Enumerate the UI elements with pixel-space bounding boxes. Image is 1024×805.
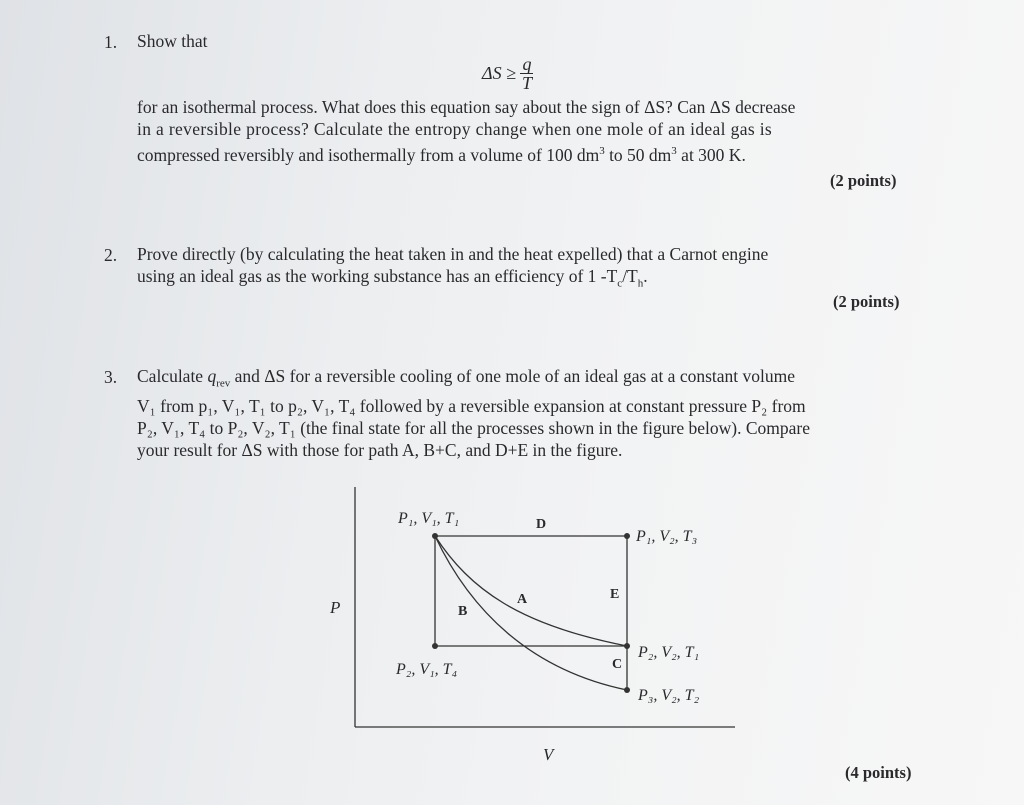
point-p1-v1-t1 [432, 533, 438, 539]
q3-number: 3. [104, 367, 118, 387]
path-label-d: D [536, 517, 547, 532]
q2-line-2a: using an ideal gas as the working substance has an efficiency of 1 -T [137, 266, 618, 286]
q1-line-3c: at 300 K. [676, 144, 746, 165]
q1-number: 1. [104, 32, 118, 52]
q2-sub-c: c [617, 277, 623, 290]
q3-line-1a: Calculate [137, 366, 208, 386]
label-p1-v2-t3: P₁, V₂, T₃ [636, 528, 698, 545]
axis-label-v: V [543, 745, 554, 764]
q1-line-1: for an isothermal process. What does this equation say about the sign of ΔS? Can ΔS decrease [137, 97, 796, 117]
q1-line-3a: compressed reversibly and isothermally from a volume of 100 dm [137, 144, 600, 165]
q2-number: 2. [104, 245, 118, 265]
q1-sup-1: 3 [599, 145, 605, 157]
q1-line-3b: to 50 dm [604, 144, 672, 165]
path-label-c: C [612, 657, 623, 672]
point-p2-v1-t4 [432, 643, 438, 649]
path-label-a: A [517, 592, 528, 607]
label-p2-v1-t4: P₂, V₁, T₄ [396, 661, 458, 678]
q2-line-2b: . [643, 266, 648, 286]
q2-line-1: Prove directly (by calculating the heat taken in and the heat expelled) that a Carnot engine [137, 244, 769, 264]
q1-line-2: in a reversible process? Calculate the entropy change when one mole of an ideal gas is [137, 119, 773, 139]
q3-line-2: V₁ from p₁, V₁, T₁ to p₂, V₁, T₄ followed by a reversible expansion at constant pressure P₂ from [137, 395, 806, 416]
point-p3-v2-t2 [624, 687, 630, 693]
label-p1-v1-t1: P₁, V₁, T₁ [398, 510, 460, 527]
path-a-curve [435, 536, 627, 646]
q1-sup-2: 3 [671, 145, 677, 157]
q3-points: (4 points) [845, 763, 912, 782]
q3-qrev-sub: rev [216, 377, 231, 390]
axis-label-p: P [330, 598, 341, 617]
label-p3-v2-t2: P₃, V₂, T₂ [638, 687, 700, 704]
q1-equation-lhs: ΔS ≥ [482, 63, 516, 83]
path-label-e: E [610, 587, 620, 602]
point-p2-v2-t1 [624, 643, 630, 649]
label-p2-v2-t1: P₂, V₂, T₁ [638, 644, 700, 661]
q3-line-3: P₂, V₁, T₄ to P₂, V₂, T₁ (the final state for all the processes shown in the figure below). Compare [137, 417, 810, 438]
q3-qrev: q [207, 366, 217, 386]
q1-equation-denominator: T [521, 73, 532, 93]
q1-intro: Show that [137, 31, 208, 51]
point-p1-v2-t3 [624, 533, 630, 539]
q2-slash: /T [622, 266, 638, 286]
q1-points: (2 points) [830, 171, 897, 190]
q3-line-4: your result for ΔS with those for path A, B+C, and D+E in the figure. [137, 439, 623, 460]
q2-points: (2 points) [833, 292, 900, 311]
path-label-b: B [458, 604, 468, 619]
q1-equation-numerator: q [522, 54, 532, 74]
q2-sub-h: h [637, 277, 644, 290]
q3-line-1b: and ΔS for a reversible cooling of one mole of an ideal gas at a constant volume [230, 366, 796, 386]
